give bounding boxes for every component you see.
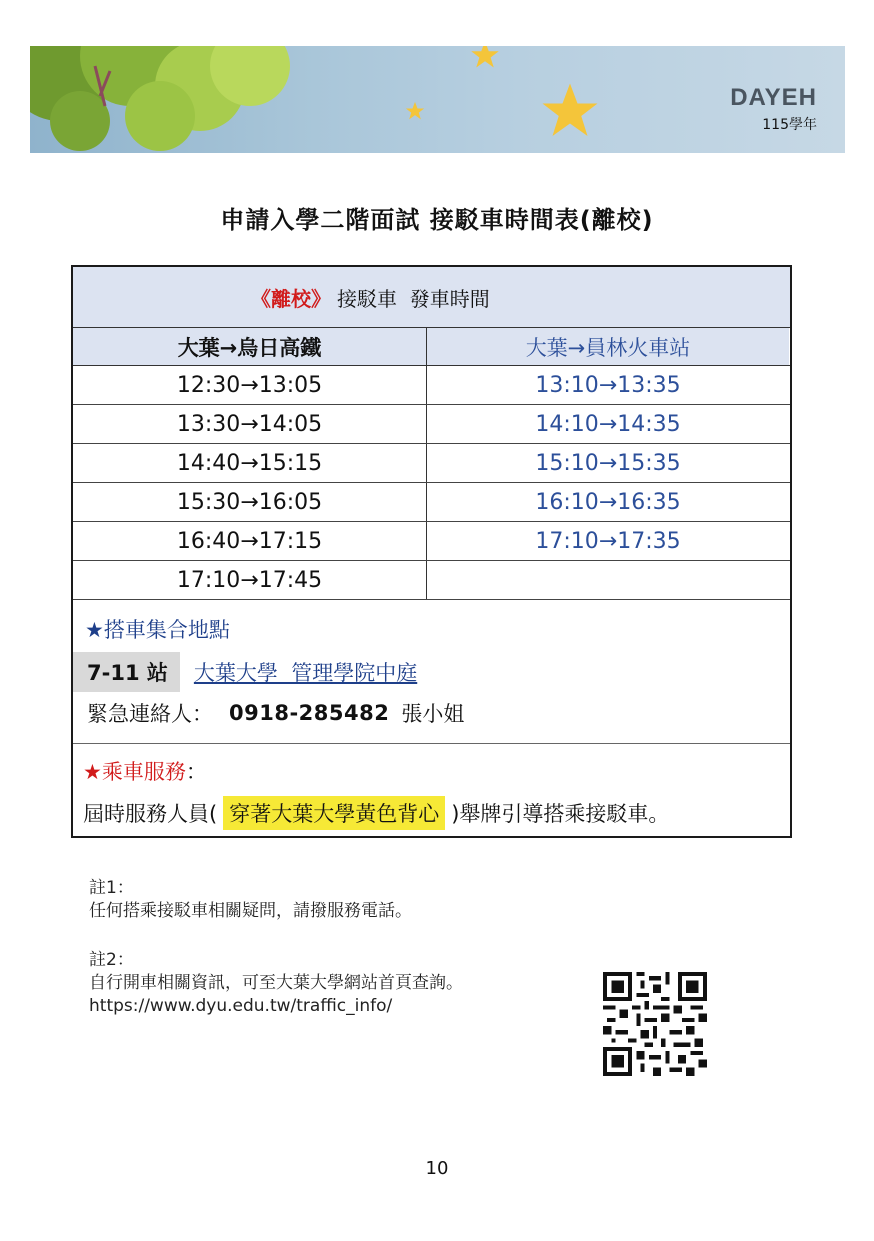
qr-code-icon[interactable] bbox=[603, 972, 707, 1076]
service-description bbox=[83, 796, 669, 830]
service-title-text: ★乘車服務 bbox=[83, 760, 186, 784]
notes bbox=[89, 877, 463, 1018]
train-time: 13:10→13:35 bbox=[535, 372, 681, 398]
contact-phone: 0918-285482 bbox=[229, 701, 390, 725]
star-icon bbox=[405, 101, 425, 121]
header-text: 接駁車 發車時間 bbox=[337, 286, 490, 311]
tree-illustration bbox=[30, 46, 320, 153]
station-label: 7-11 站 bbox=[73, 652, 180, 692]
table-row bbox=[73, 483, 790, 522]
brand-logo: DAYEH bbox=[730, 84, 817, 111]
star-icon bbox=[540, 81, 600, 141]
train-time: 14:10→14:35 bbox=[535, 411, 681, 437]
schedule-table bbox=[71, 265, 792, 838]
meeting-point-section bbox=[73, 600, 790, 744]
brand-block bbox=[730, 84, 817, 134]
hsr-time: 16:40→17:15 bbox=[73, 522, 427, 560]
note2-text: 自行開車相關資訊，可至大葉大學網站首頁查詢。 bbox=[89, 973, 463, 993]
service-text-before: 屆時服務人員( bbox=[83, 802, 218, 826]
hsr-time: 12:30→13:05 bbox=[73, 366, 427, 404]
train-time: 15:10→15:35 bbox=[535, 450, 681, 476]
hsr-time: 17:10→17:45 bbox=[73, 561, 427, 599]
schedule-header bbox=[73, 267, 790, 328]
contact-label: 緊急連絡人： bbox=[87, 702, 213, 726]
table-row bbox=[73, 366, 790, 405]
hsr-time: 14:40→15:15 bbox=[73, 444, 427, 482]
column-headers bbox=[73, 328, 790, 366]
service-title-colon: ： bbox=[185, 760, 207, 784]
header-banner bbox=[30, 46, 845, 153]
table-row bbox=[73, 561, 790, 600]
contact-name: 張小姐 bbox=[401, 702, 465, 726]
train-time: 17:10→17:35 bbox=[535, 528, 681, 554]
header-highlight: 《離校》 bbox=[251, 286, 331, 311]
star-icon bbox=[470, 46, 500, 70]
note2-label: 註2： bbox=[89, 950, 134, 970]
page-title: 申請入學二階面試 接駁車時間表(離校) bbox=[220, 206, 654, 234]
train-time bbox=[427, 561, 789, 599]
academic-year: 115學年 bbox=[762, 117, 817, 133]
table-row bbox=[73, 444, 790, 483]
meeting-point-title: ★搭車集合地點 bbox=[85, 618, 230, 642]
service-section bbox=[73, 744, 790, 842]
service-highlight: 穿著大葉大學黃色背心 bbox=[223, 796, 445, 830]
train-time: 16:10→16:35 bbox=[535, 489, 681, 515]
meeting-place: 大葉大學 管理學院中庭 bbox=[193, 661, 418, 685]
hsr-time: 15:30→16:05 bbox=[73, 483, 427, 521]
service-text-after: )舉牌引導搭乘接駁車。 bbox=[451, 802, 670, 826]
traffic-info-link[interactable]: https://www.dyu.edu.tw/traffic_info/ bbox=[89, 996, 393, 1016]
emergency-contact bbox=[87, 698, 464, 728]
service-title bbox=[83, 756, 207, 786]
hsr-time: 13:30→14:05 bbox=[73, 405, 427, 443]
col-header-train: 大葉→員林火車站 bbox=[427, 328, 789, 365]
table-row bbox=[73, 522, 790, 561]
page-number: 10 bbox=[425, 1158, 449, 1179]
note1-label: 註1： bbox=[89, 878, 134, 898]
table-row bbox=[73, 405, 790, 444]
col-header-hsr: 大葉→烏日高鐵 bbox=[73, 328, 427, 365]
meeting-location bbox=[73, 652, 417, 692]
note1-text: 任何搭乘接駁車相關疑問，請撥服務電話。 bbox=[89, 901, 412, 921]
